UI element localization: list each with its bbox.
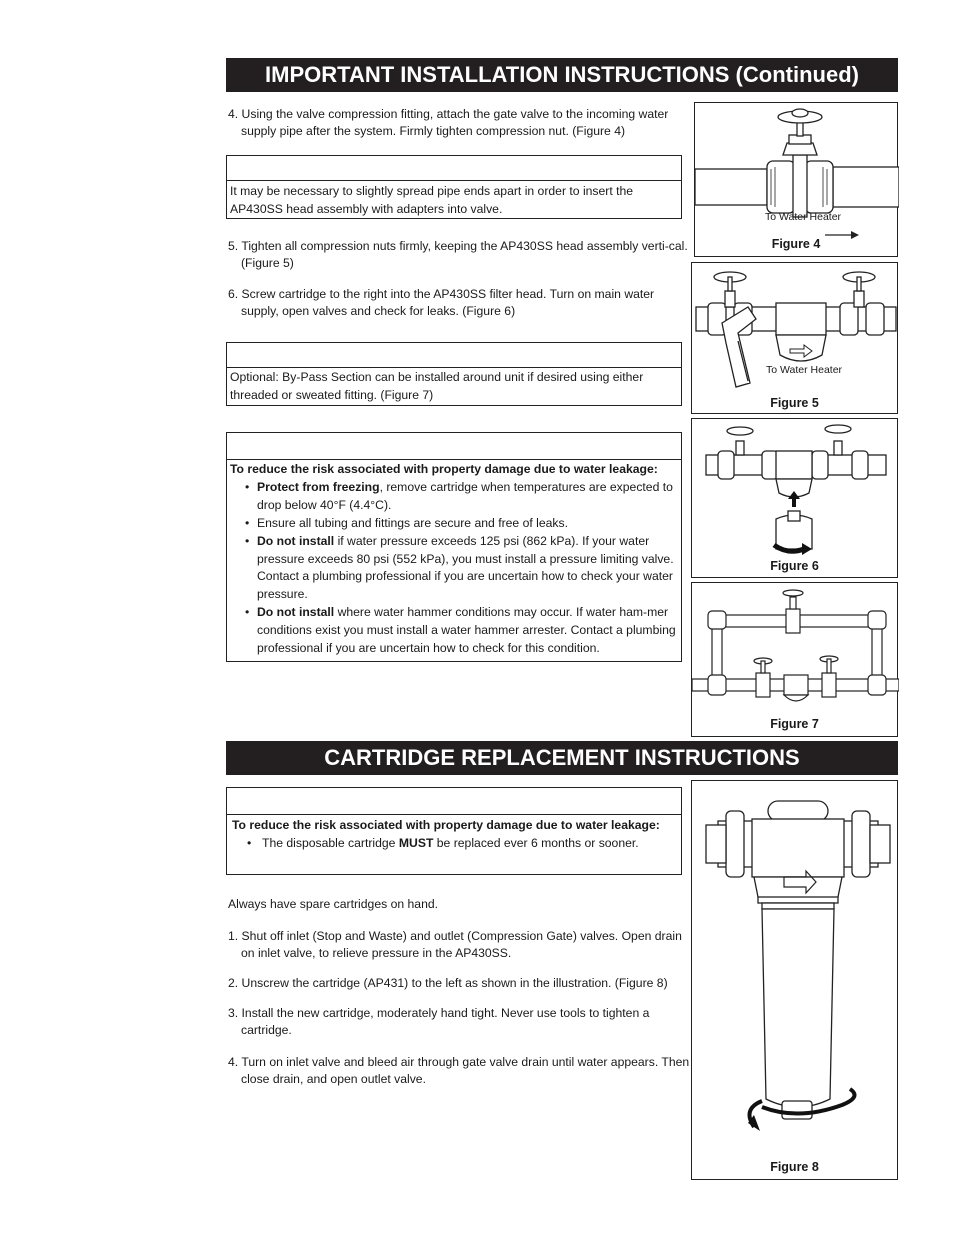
replacement-banner [226, 741, 898, 775]
note-box-1 [226, 155, 682, 219]
bypass-illustration [692, 583, 899, 738]
cartridge-replacement-illustration [692, 781, 899, 1181]
installation-title: IMPORTANT INSTALLATION INSTRUCTIONS (Continued) [265, 62, 859, 87]
bullet-bold: Do not install [257, 605, 335, 620]
note-text-1: It may be necessary to slightly spread pipe ends apart in order to insert the AP430SS head assembly with adapters into valve. [230, 184, 634, 216]
note-box-header [227, 343, 681, 368]
bullet-text: , remove cartridge when temperatures are expected to drop below 40°F (4.4°C). [257, 479, 673, 512]
installation-banner [226, 58, 898, 92]
caution-box-header [227, 433, 681, 460]
caution-bullet-fittings: • Ensure all tubing and fittings are secure and free of leaks. [245, 515, 568, 530]
fig4-label: To Water Heater [765, 211, 842, 223]
bullet-text: if water pressure exceeds 125 psi (862 kPa). If your water pressure exceeds 80 psi (552 kPa), you must install a pressure limiting valve. Contact a plumbing professional if you are uncertain how to check your water pressure. [257, 533, 674, 602]
replace-step-2: 2. Unscrew the cartridge (AP431) to the left as shown in the illustration. (Figure 8) [228, 976, 668, 990]
replace-step-1: 1. Shut off inlet (Stop and Waste) and outlet (Compression Gate) valves. Open drain on inlet valve, to relieve pressure in the AP430SS. [228, 929, 682, 960]
caution-box [226, 432, 682, 662]
note-box-2 [226, 342, 682, 406]
bullet-bold: MUST [398, 835, 434, 850]
note-text-2: Optional: By-Pass Section can be installed around unit if desired using either threaded or sweated fitting. (Figure 7) [230, 370, 644, 402]
figure-5 [691, 262, 898, 414]
caution-bullet-pressure: • Do not install if water pressure exceeds 125 psi (862 kPa). If your water pressure exceeds 80 psi (552 kPa), you must install a pressure limiting valve. Contact a plumbing professional if you are uncertain how to check your water pressure. [245, 533, 674, 602]
replacement-bullet: • The disposable cartridge MUST be replaced ever 6 months or sooner. [247, 835, 639, 850]
bullet-bold: Protect from freezing [257, 479, 380, 494]
replacement-caution-box [226, 787, 682, 875]
figure-6 [691, 418, 898, 578]
fig6-caption: Figure 6 [770, 559, 819, 573]
replace-step-4: 4. Turn on inlet valve and bleed air through gate valve drain until water appears. Then close drain, and open outlet valve. [228, 1055, 690, 1086]
bullet-text: The disposable cartridge [262, 835, 399, 850]
gate-valve-illustration [695, 103, 899, 258]
figure-8 [691, 780, 898, 1180]
fig4-caption: Figure 4 [771, 237, 821, 251]
fig5-label: To Water Heater [766, 364, 843, 376]
caution-bullet-freezing: • Protect from freezing, remove cartridge when temperatures are expected to drop below 40°F (4.4°C). [245, 479, 673, 512]
caution-bullet-hammer: • Do not install where water hammer conditions may occur. If water ham-mer conditions exist you must install a water hammer arrester. Contact a plumbing professional if you are uncertain how to check for this condition. [245, 605, 676, 656]
fig5-caption: Figure 5 [770, 396, 819, 410]
replacement-caution-lead: To reduce the risk associated with property damage due to water leakage: [232, 818, 660, 832]
install-step-4: 4. Using the valve compression fitting, attach the gate valve to the incoming water supply pipe after the system. Firmly tighten compression nut. (Figure 4) [228, 107, 669, 138]
fig7-caption: Figure 7 [770, 717, 819, 731]
note-box-header [227, 156, 681, 181]
fig8-caption: Figure 8 [770, 1160, 819, 1174]
bullet-text: be replaced ever 6 months or sooner. [433, 835, 639, 850]
bullet-text: where water hammer conditions may occur. If water ham-mer conditions exist you must install a water hammer arrester. Contact a plumbing professional if you are uncertain how to check for this condition. [257, 605, 676, 656]
install-step-5: 5. Tighten all compression nuts firmly, keeping the AP430SS head assembly verti-cal. (Figure 5) [228, 239, 688, 270]
replacement-title: CARTRIDGE REPLACEMENT INSTRUCTIONS [324, 745, 800, 770]
figure-4 [694, 102, 898, 257]
cartridge-install-illustration [692, 419, 899, 579]
caution-box-header [227, 788, 681, 815]
figure-7 [691, 582, 898, 737]
bullet-text: Ensure all tubing and fittings are secure and free of leaks. [257, 515, 568, 530]
install-step-6: 6. Screw cartridge to the right into the AP430SS filter head. Turn on main water supply, open valves and check for leaks. (Figure 6) [228, 287, 655, 318]
filter-head-illustration [692, 263, 899, 415]
spare-note: Always have spare cartridges on hand. [228, 897, 439, 911]
caution-lead: To reduce the risk associated with property damage due to water leakage: [230, 462, 658, 476]
replace-step-3: 3. Install the new cartridge, moderately hand tight. Never use tools to tighten a cartridge. [228, 1006, 650, 1037]
bullet-bold: Do not install [257, 533, 335, 548]
